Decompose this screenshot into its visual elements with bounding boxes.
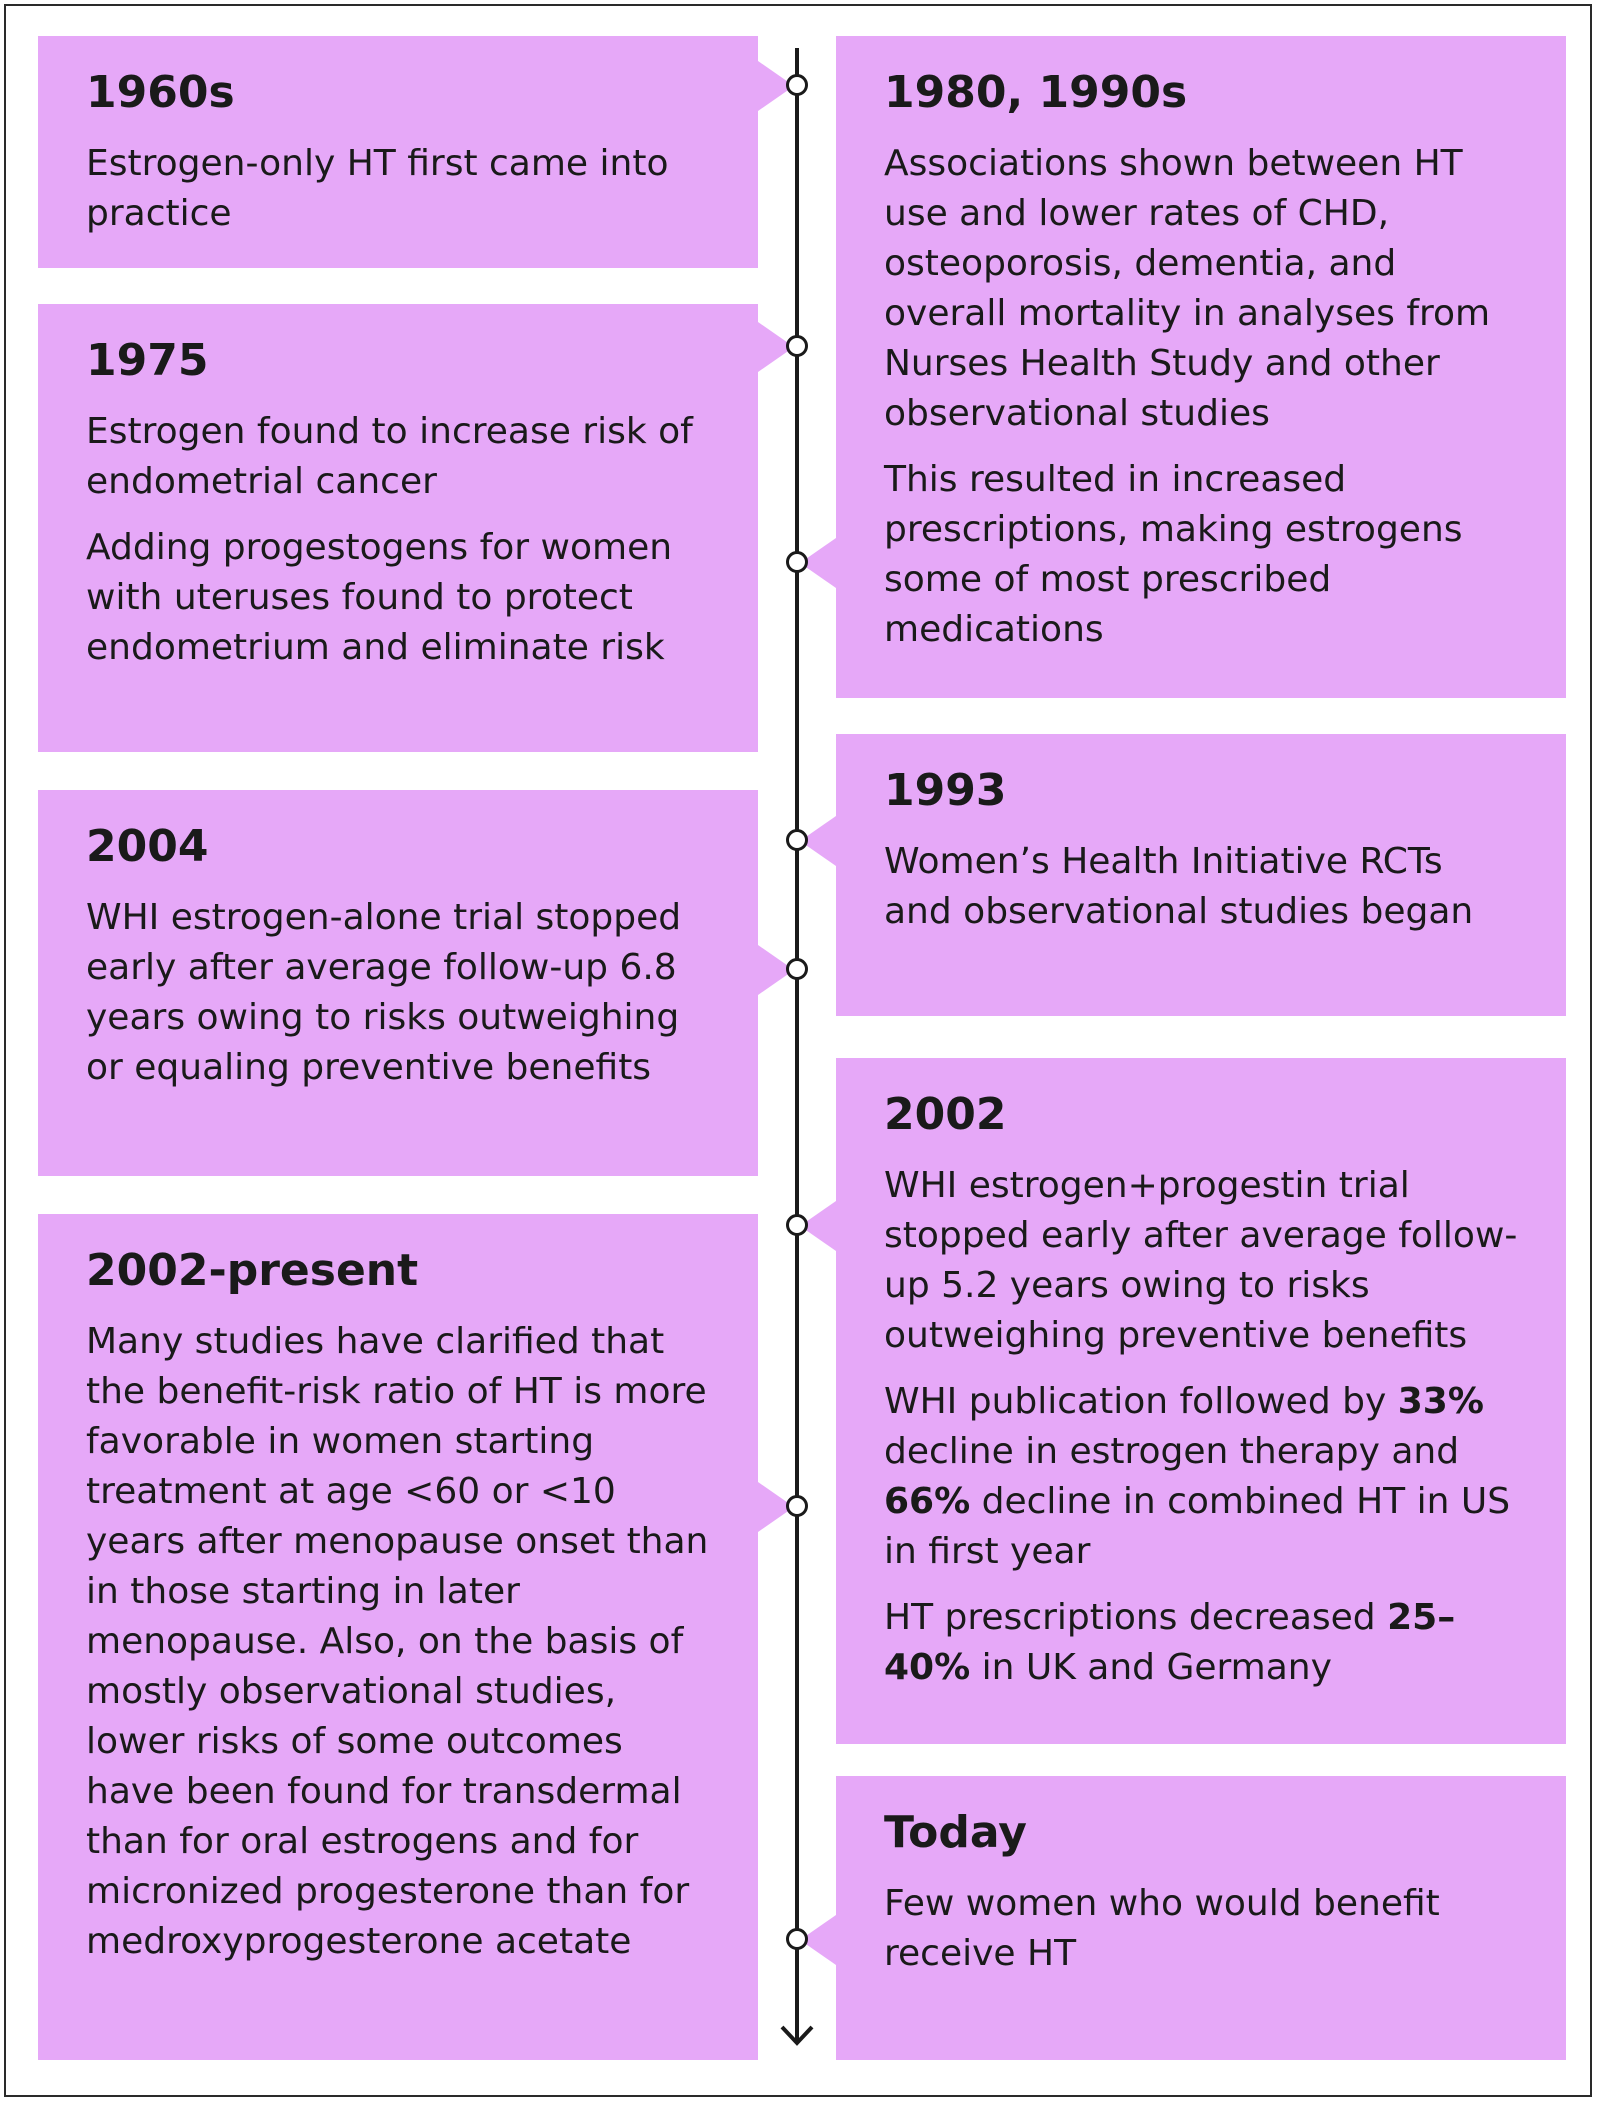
event-year: Today [884,1807,1027,1858]
circle-marker-icon [786,551,808,573]
event-card-today [836,1776,1566,2060]
uk-text-part: in UK and Germany [970,1646,1332,1688]
event-card-1975 [38,304,758,752]
event-card-1980-1990s [836,36,1566,698]
event-card-2002-present [38,1214,758,2060]
event-card-2002 [836,1058,1566,1744]
event-text: Associations shown between HT use and lower rates of CHD, osteoporosis, dementia, and overall mortality in analyses from Nurses Health Study and other observational studies [884,142,1491,434]
circle-marker-icon [786,958,808,980]
event-card-1960s [38,36,758,268]
event-text: Few women who would benefit receive HT [884,1882,1440,1974]
event-text: WHI estrogen-alone trial stopped early after average follow-up 6.8 years owing to risks outweighing or equaling preventive benefits [86,896,682,1088]
decline-text-part: decline in combined HT in US in first year [884,1480,1511,1572]
event-text: WHI estrogen+progestin trial stopped early after average follow-up 5.2 years owing to risks outweighing preventive benefits [884,1164,1518,1356]
event-text: This resulted in increased prescriptions, making estrogens some of most prescribed medications [884,458,1463,650]
decline-text-part: decline in estrogen therapy and [884,1430,1460,1472]
decline-text [884,1377,1520,1577]
event-card-2004 [38,790,758,1176]
combined-ht-decline-percent: 66% [884,1480,971,1522]
circle-marker-icon [786,1928,808,1950]
circle-marker-icon [786,1495,808,1517]
event-year: 1980, 1990s [884,67,1188,118]
uk-germany-text [884,1593,1520,1693]
event-text: Estrogen-only HT first came into practice [86,142,669,234]
circle-marker-icon [786,1214,808,1236]
event-year: 1975 [86,335,209,386]
estrogen-decline-percent: 33% [1397,1380,1484,1422]
uk-decline-percent: 25–40% [884,1596,1456,1688]
event-text: Estrogen found to increase risk of endometrial cancer [86,410,693,502]
event-text: Many studies have clarified that the benefit-risk ratio of HT is more favorable in women starting treatment at age <60 or <10 years after menopause onset than in those starting in later menopause. Also, on the basis of mostly observational studies, lower risks of some outcomes have been found for transdermal than for oral estrogens and for micronized progesterone than for medroxyprogesterone acetate [86,1320,709,1962]
event-card-1993 [836,734,1566,1016]
event-year: 2002-present [86,1245,419,1296]
circle-marker-icon [786,74,808,96]
event-year: 2002 [884,1089,1007,1140]
circle-marker-icon [786,829,808,851]
circle-marker-icon [786,335,808,357]
decline-text-part: WHI publication followed by [884,1380,1398,1422]
event-year: 1993 [884,765,1007,816]
event-year: 2004 [86,821,209,872]
uk-text-part: HT prescriptions decreased [884,1596,1388,1638]
event-text: Adding progestogens for women with uteruses found to protect endometrium and eliminate risk [86,526,673,668]
event-text: Women’s Health Initiative RCTs and observational studies began [884,840,1474,932]
event-year: 1960s [86,67,235,118]
